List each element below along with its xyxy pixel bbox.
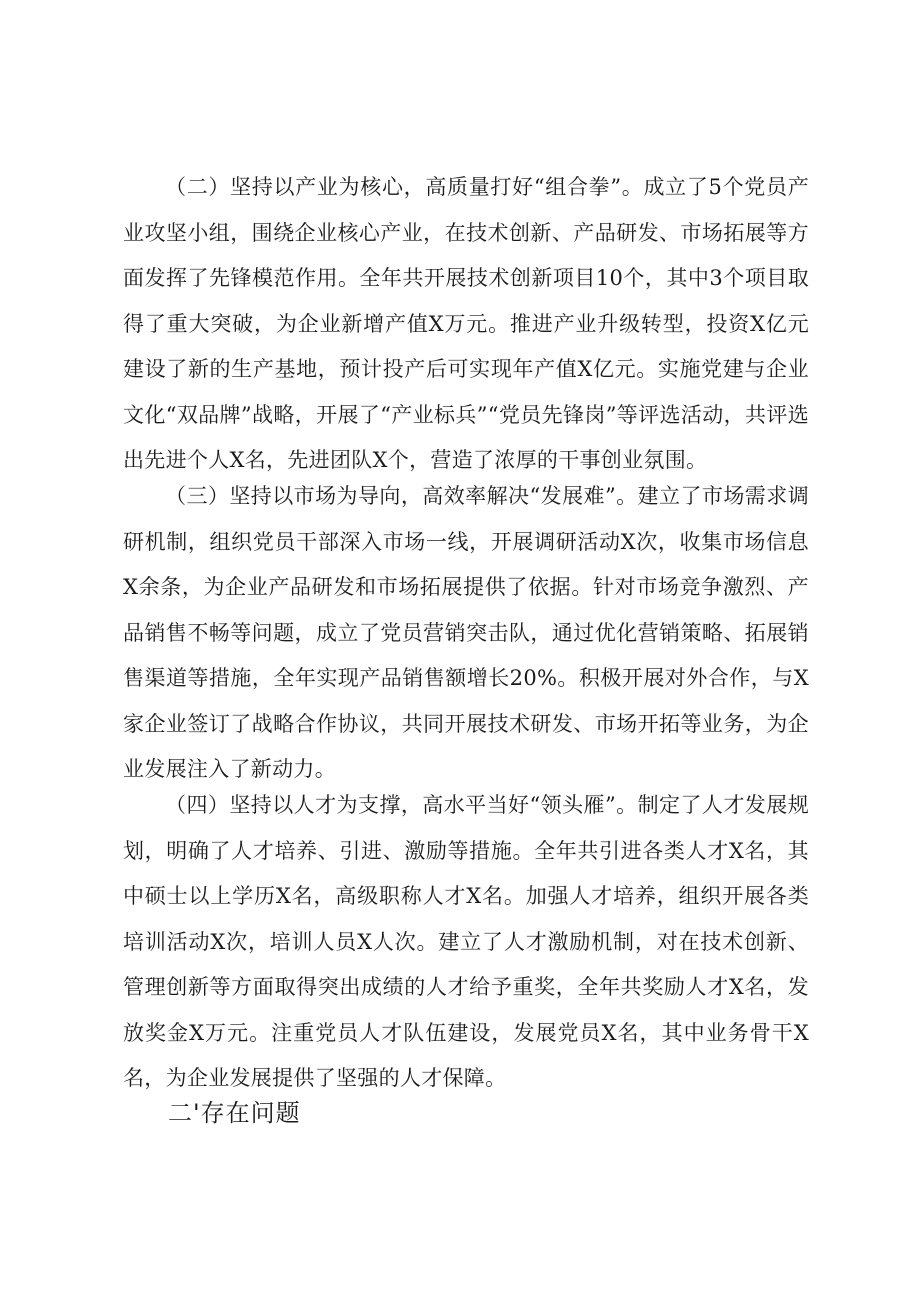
paragraph-market: （三）坚持以市场为导向，高效率解决“发展难”。建立了市场需求调研机制，组织党员干部深入市场一线，开展调研活动X次，收集市场信息X余条，为企业产品研发和市场拓展提供了依据。针对市场竞争激烈、产品销售不畅等问题，成立了党员营销突击队，通过优化营销策略、拓展销售渠道等措施，全年实现产品销售额增长20%。积极开展对外合作，与X家企业签订了战略合作协议，共同开展技术研发、市场开拓等业务，为企业发展注入了新动力。 (123, 484, 809, 781)
paragraph-talent: （四）坚持以人才为支撑，高水平当好“领头雁”。制定了人才发展规划，明确了人才培养、引进、激励等措施。全年共引进各类人才X名，其中硕士以上学历X名，高级职称人才X名。加强人才培养，组织开展各类培训活动X次，培训人员X人次。建立了人才激励机制，对在技术创新、管理创新等方面取得突出成绩的人才给予重奖，全年共奖励人才X名，发放奖金X万元。注重党员人才队伍建设，发展党员X名，其中业务骨干X名，为企业发展提供了坚强的人才保障。 (123, 793, 809, 1090)
section-heading-existing-problems: 二'存在问题 (168, 1099, 301, 1127)
paragraph-industry: （二）坚持以产业为核心，高质量打好“组合拳”。成立了5个党员产业攻坚小组，围绕企业核心产业，在技术创新、产品研发、市场拓展等方面发挥了先锋模范作用。全年共开展技术创新项目10个，其中3个项目取得了重大突破，为企业新增产值X万元。推进产业升级转型，投资X亿元建设了新的生产基地，预计投产后可实现年产值X亿元。实施党建与企业文化“双品牌”战略，开展了“产业标兵”“党员先锋岗”等评选活动，共评选出先进个人X名，先进团队X个，营造了浓厚的干事创业氛围。 (123, 175, 809, 472)
